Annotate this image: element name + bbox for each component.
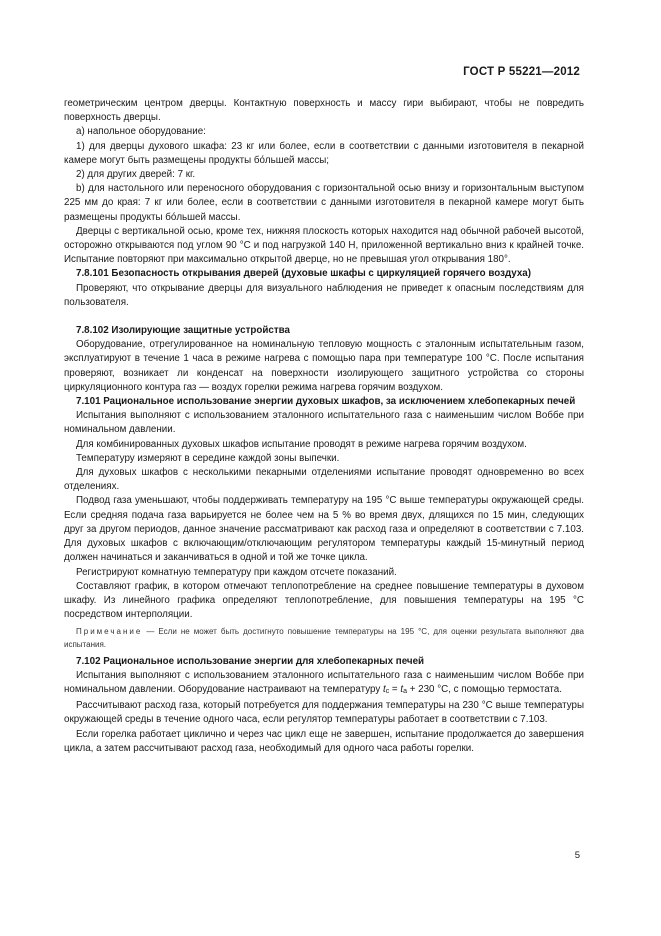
note-text: — Если не может быть достигнуто повышение температуры на 195 °С, для оценки результата выполняют два испытания. [64,627,584,649]
paragraph: Проверяют, что открывание дверцы для визуального наблюдения не приведет к опасным последствиям для пользователя. [64,282,584,308]
subscript-c: c [385,687,390,695]
text-run: + 230 °С, с помощью термостата. [407,683,562,695]
paragraph [64,669,584,699]
section-heading: 7.102 Рациональное использование энергии для хлебопекарных печей [76,655,425,667]
paragraph: Составляют график, в котором отмечают теплопотребление на среднее повышение температуры в духовом шкафу. Из линейного графика определяют теплопотребление, для повышения температуры на 195 °С посредством интерполяции. [64,580,584,621]
note-label: Примечание [76,627,143,637]
paragraph: Рассчитывают расход газа, который потребуется для поддержания температуры на 230 °С выше температуры окружающей среды в течение одного часа, если регулятор температуры работает в соответствии с 7.103. [64,700,584,726]
variable-t: t [400,683,404,695]
variable-t: t [382,683,386,695]
paragraph: Подвод газа уменьшают, чтобы поддерживать температуру на 195 °С выше температуры окружающей среды. Если средняя подача газа варьируется не более чем на 5 % во время двух, длящихся по 15 мин, следующих друг за другом периодов, данное значение рассматривают как расход газа и определяют в соответствии с 7.103. Для духовых шкафов с включающим/отключающим регулятором температуры каждый 15-минутный период должен начинаться и заканчиваться в одной и той же точке цикла. [64,495,584,564]
paragraph: Температуру измеряют в середине каждой зоны выпечки. [76,452,340,464]
paragraph: геометрическим центром дверцы. Контактную поверхность и массу гири выбирают, чтобы не повредить поверхность дверцы. [64,98,584,124]
paragraph: Оборудование, отрегулированное на номинальную тепловую мощность с эталонным испытательным газом, эксплуатируют в течение 1 часа в режиме нагрева с помощью пара при температуре 100 °С. После испытания проверяют, возникает ли конденсат на поверхности изолирующего защитного устройства со стороны циркуляционного контура газ — воздух горелки режима нагрева горячим воздухом. [64,339,584,393]
list-item: 1) для дверцы духового шкафа: 23 кг или более, если в соответствии с данными изготовителя в пекарной камере могут быть размещены продукты бо́льшей массы; [64,140,584,166]
list-item: b) для настольного или переносного оборудования с горизонтальной осью внизу и горизонтальным выступом 225 мм до края: 7 кг или более, если в соответствии с данными изготовителя в пекарной камере могут быть размещены продукты бо́льшей массы. [64,183,584,223]
paragraph: Для духовых шкафов с несколькими пекарными отделениями испытание проводят одновременно во всех отделениях. [64,467,584,493]
page-number: 5 [574,850,580,861]
document-id: ГОСТ Р 55221—2012 [463,66,580,78]
text-run: = [389,683,401,695]
paragraph: Для комбинированных духовых шкафов испытание проводят в режиме нагрева горячим воздухом. [76,438,527,450]
document-body [64,97,584,756]
text-run: Испытания выполняют с использованием эталонного испытательного газа с наименьшим числом Воббе при номинальном давлении. Оборудование настраивают на температуру [64,669,584,695]
note [64,626,584,651]
section-heading: 7.8.101 Безопасность открывания дверей (духовые шкафы с циркуляцией горячего воздуха) [76,268,532,280]
paragraph: Испытания выполняют с использованием эталонного испытательного газа с наименьшим числом Воббе при номинальном давлении. [64,410,584,436]
list-item: 2) для других дверей: 7 кг. [76,169,196,181]
paragraph: Регистрируют комнатную температуру при каждом отсчете показаний. [76,566,397,578]
paragraph: Дверцы с вертикальной осью, кроме тех, нижняя плоскость которых находится над обычной рабочей высотой, осторожно открываются под углом 90 °С и под нагрузкой 140 Н, приложенной вертикально вниз к крайней точке. Испытание повторяют при максимально открытой дверце, но не превышая угол открывания 180°. [64,225,584,266]
section-heading: 7.8.102 Изолирующие защитные устройства [76,325,290,337]
section-heading: 7.101 Рациональное использование энергии духовых шкафов, за исключением хлебопекарных печей [76,396,576,408]
subscript-a: a [403,687,407,695]
paragraph: Если горелка работает циклично и через час цикл еще не завершен, испытание продолжается до завершения цикла, а затем рассчитывают расход газа, необходимый для одного часа работы горелки. [64,728,584,754]
list-item: a) напольное оборудование: [76,126,206,138]
